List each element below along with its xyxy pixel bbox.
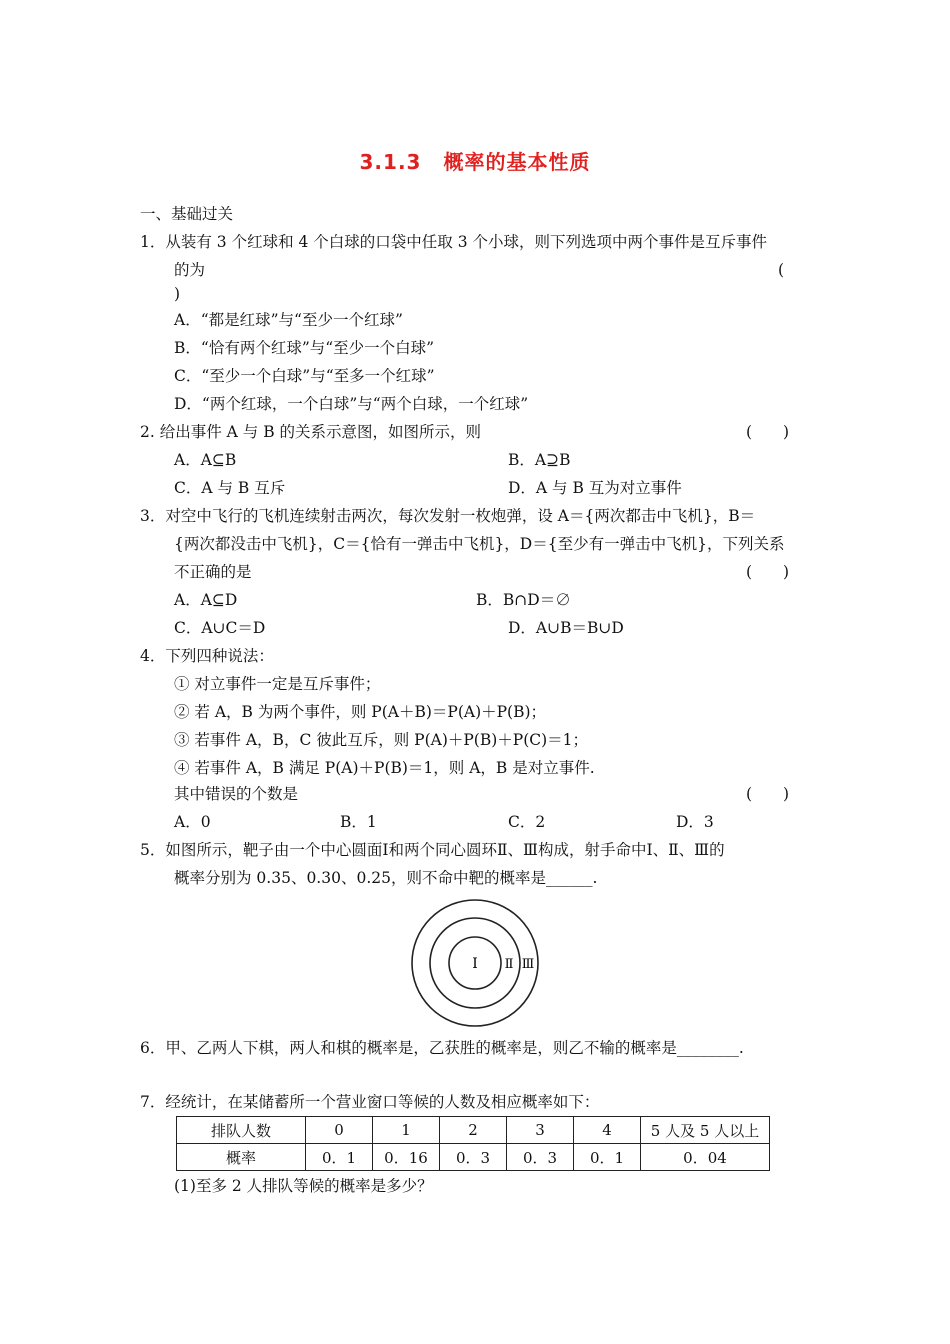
q2-option-c: C．A 与 B 互斥 <box>174 479 286 497</box>
table-cell: 0．3 <box>440 1144 507 1171</box>
table-cell: 2 <box>440 1117 507 1144</box>
table-row <box>177 1144 770 1171</box>
table-cell: 0．1 <box>574 1144 641 1171</box>
q2-stem: 2. 给出事件 A 与 B 的关系示意图，如图所示，则 <box>140 423 482 441</box>
q2-option-a: A．A⊆B <box>174 451 237 469</box>
target-diagram <box>410 898 540 1028</box>
q2-option-b: B．A⊇B <box>508 451 571 469</box>
table-cell: 1 <box>373 1117 440 1144</box>
q4-option-a: A．0 <box>174 813 211 831</box>
section-number: 3.1.3 <box>359 150 422 174</box>
q3-option-c: C．A∪C＝D <box>174 619 266 637</box>
q4-item-3: ③ 若事件 A，B，C 彼此互斥，则 P(A)＋P(B)＋P(C)＝1； <box>174 731 589 749</box>
q5-line2: 概率分别为 0.35、0.30、0.25，则不命中靶的概率是______. <box>174 869 598 887</box>
q2-option-d: D．A 与 B 互为对立事件 <box>508 479 682 497</box>
q6-line: 6．甲、乙两人下棋，两人和棋的概率是，乙获胜的概率是，则乙不输的概率是________. <box>140 1039 744 1057</box>
q1-option-b: B．“恰有两个红球”与“至少一个白球” <box>174 339 435 357</box>
q1-option-d: D．“两个红球，一个白球”与“两个白球，一个红球” <box>174 395 529 413</box>
q4-option-c: C．2 <box>508 813 546 831</box>
section-heading: 一、基础过关 <box>140 205 234 223</box>
q7-stem: 7．经统计，在某储蓄所一个营业窗口等候的人数及相应概率如下： <box>140 1093 600 1111</box>
table-cell: 0．04 <box>641 1144 770 1171</box>
q4-item-1: ① 对立事件一定是互斥事件； <box>174 675 381 693</box>
q7-sub-question-1: (1)至多 2 人排队等候的概率是多少？ <box>174 1177 433 1195</box>
q3-option-b: B．B∩D＝∅ <box>476 591 571 609</box>
q4-option-b: B．1 <box>340 813 377 831</box>
q1-answer-paren-close: ) <box>174 285 181 303</box>
table-cell: 0．16 <box>373 1144 440 1171</box>
label-region-2: Ⅱ <box>504 957 514 972</box>
table-cell: 5 人及 5 人以上 <box>641 1117 770 1144</box>
q4-stem: 4．下列四种说法： <box>140 647 274 665</box>
label-region-3: Ⅲ <box>521 957 535 972</box>
q1-stem-line2: 的为 <box>174 261 206 279</box>
q3-line2: {两次都没击中飞机}，C＝{恰有一弹击中飞机}，D＝{至少有一弹击中飞机}，下列关系 <box>174 535 785 553</box>
table-cell: 3 <box>507 1117 574 1144</box>
q3-answer-paren: ( ) <box>746 563 790 581</box>
q1-option-a: A．“都是红球”与“至少一个红球” <box>174 311 403 329</box>
label-region-1: Ⅰ <box>472 956 478 972</box>
table-row <box>177 1117 770 1144</box>
q4-item-4: ④ 若事件 A，B 满足 P(A)＋P(B)＝1，则 A，B 是对立事件. <box>174 759 595 777</box>
queue-probability-table <box>176 1116 770 1171</box>
q1-answer-paren-open: ( <box>778 261 785 279</box>
table-cell: 0．3 <box>507 1144 574 1171</box>
q1-stem-line1: 1．从装有 3 个红球和 4 个白球的口袋中任取 3 个小球，则下列选项中两个事件是互斥事件 <box>140 233 768 251</box>
q3-option-a: A．A⊆D <box>174 591 238 609</box>
q4-option-d: D．3 <box>676 813 714 831</box>
q3-option-d: D．A∪B＝B∪D <box>508 619 624 637</box>
table-cell: 概率 <box>177 1144 306 1171</box>
table-cell: 4 <box>574 1117 641 1144</box>
q2-answer-paren: ( ) <box>746 423 790 441</box>
table-cell: 排队人数 <box>177 1117 306 1144</box>
title-text: 概率的基本性质 <box>443 150 591 174</box>
table-cell: 0 <box>306 1117 373 1144</box>
q5-line1: 5．如图所示，靶子由一个中心圆面Ⅰ和两个同心圆环Ⅱ、Ⅲ构成，射手命中Ⅰ、Ⅱ、Ⅲ的 <box>140 841 725 859</box>
page-title <box>0 146 950 175</box>
q4-question: 其中错误的个数是 <box>174 785 299 803</box>
q4-item-2: ② 若 A，B 为两个事件，则 P(A＋B)＝P(A)＋P(B)； <box>174 703 547 721</box>
q1-option-c: C．“至少一个白球”与“至多一个红球” <box>174 367 435 385</box>
q3-line1: 3．对空中飞行的飞机连续射击两次，每次发射一枚炮弹，设 A＝{两次都击中飞机}，B＝ <box>140 507 756 525</box>
q3-line3: 不正确的是 <box>174 563 252 581</box>
q4-answer-paren: ( ) <box>746 785 790 803</box>
table-cell: 0．1 <box>306 1144 373 1171</box>
